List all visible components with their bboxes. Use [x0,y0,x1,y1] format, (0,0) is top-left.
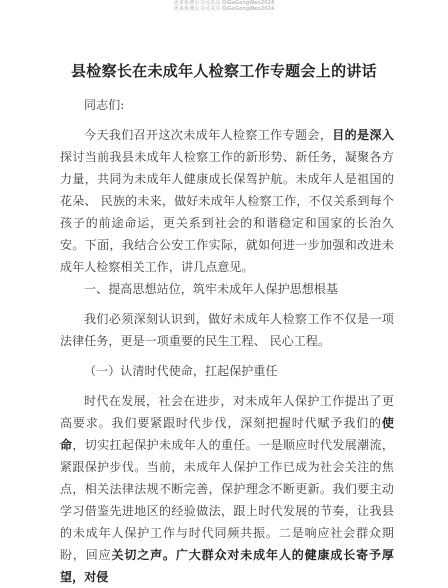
section-heading-1: 一、提高思想站位，筑牢未成年人保护思想根基 [84,282,339,296]
paragraph-text-cont: ，切实扛起保护未成年人的重任。一是顺应时代发展潮流，紧跟保护步伐。当前，未成年人保护工作已成为社会关注的焦点，相关法律法规不断完善，保护理念不断更新。我们要主动学习借鉴先进地区的经验做法，跟上时代发展的节奏，让我县的未成年人保护工作与时代同频共振。二是响应社会群众期盼，回应 [60,438,394,562]
paragraph-intro-bold: 目的是深入 [332,128,394,142]
salutation: 同志们: [84,98,125,112]
paragraph-subsection-1 [60,390,394,588]
document-body [60,94,394,588]
document-title: 县检察长在未成年人检察工作专题会上的讲话 [70,62,377,80]
paragraph-intro-text-cont: 探讨当前我县未成年人检察工作的新形势、新任务，凝聚各方力量，共同为未成年人健康成长保驾护航。未成年人是祖国的花朵、 民族的未来，做好未成年人检察工作，不仅关系到每个孩子的前途命运，更关系到社会的和谐稳定和国家的长治久安。下面，我结合公安工作实际，就如何进一步加强和改进未成年人检察相关工作，讲几点意见。 [60,150,394,274]
paragraph-intro-text: 今天我们召开这次未成年人检察工作专题会， [84,128,333,142]
paragraph-intro [60,124,394,278]
paragraph-bold-2: 关切之声。广大群众对未成年人的健康成长寄予厚望，对侵 [60,548,395,584]
paragraph-section-1: 我们必须深刻认识到，做好未成年人检察工作不仅是一项法律任务，更是一项重要的民生工程、 民心工程。 [60,312,394,348]
watermark-line-2: 更多免费公文可关注 QiGeGongWen2024 [173,6,275,12]
paragraph-bold: 使命 [60,416,394,452]
paragraph-text: 时代在发展，社会在进步，对未成年人保护工作提出了更高要求。我们要紧跟时代步伐，深刻把握时代赋予我们的 [60,394,394,430]
subsection-heading-1: （一）认清时代使命，扛起保护重任 [84,364,278,378]
watermark-line-1: 更多免费公文可关注 QiGeGongWen2024 [173,0,275,6]
